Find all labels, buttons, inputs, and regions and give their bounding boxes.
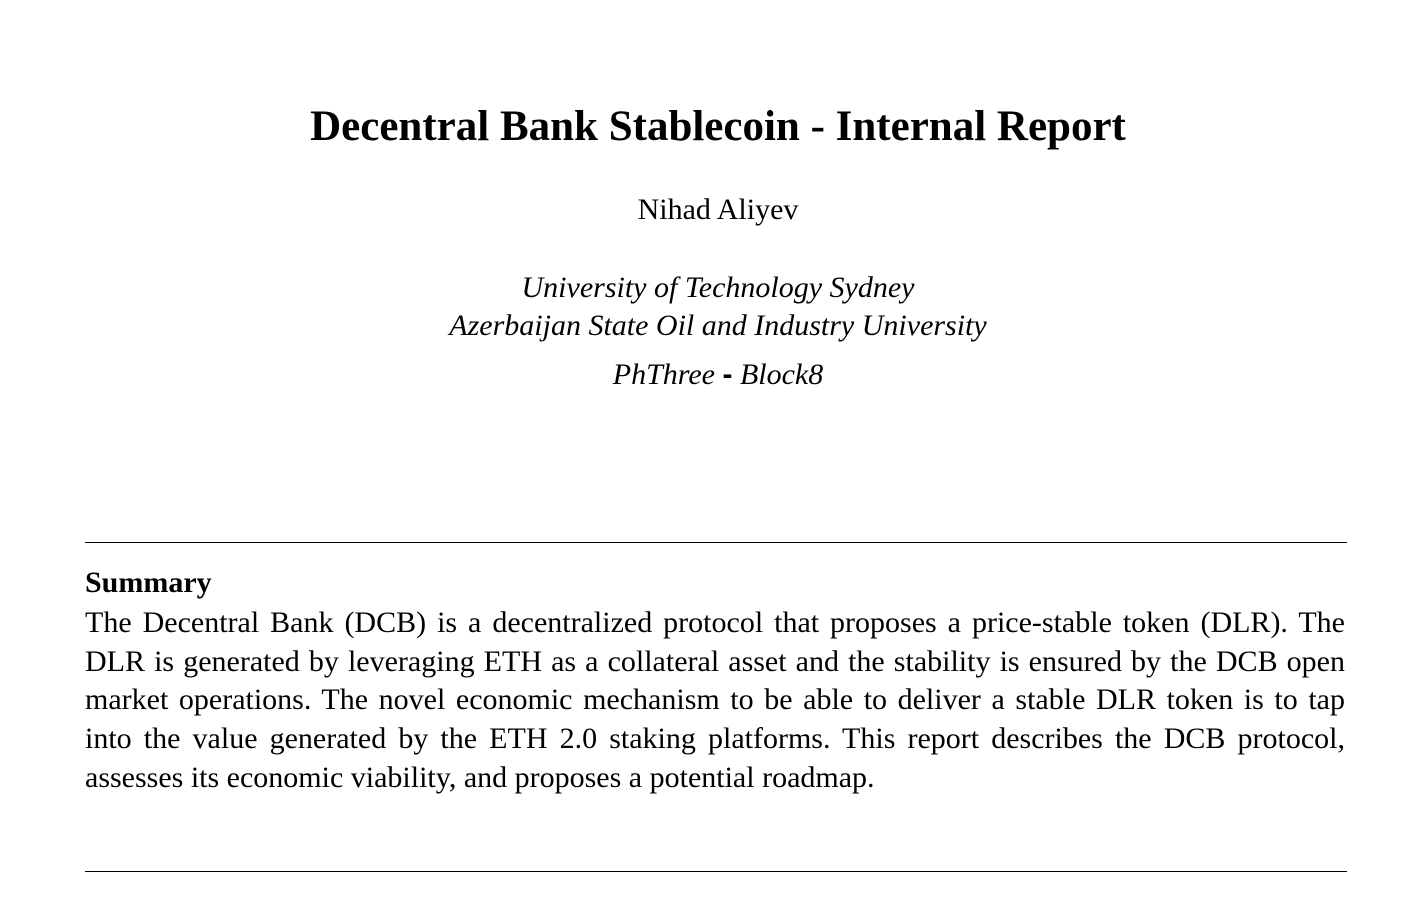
top-divider — [85, 542, 1347, 543]
paper-title: Decentral Bank Stablecoin - Internal Report — [310, 103, 1126, 150]
summary-text: The Decentral Bank (DCB) is a decentralized protocol that proposes a price-stable token (DLR). The DLR is generated by leveraging ETH as a collateral asset and the stability is ensured by the DCB open market operations. The novel economic mechanism to be able to deliver a stable DLR token is to tap into the value generated by the ETH 2.0 staking platforms. This report describes the DCB protocol, assesses its economic viability, and proposes a potential roadmap. — [85, 606, 1345, 794]
affiliation-2: Azerbaijan State Oil and Industry University — [449, 309, 987, 342]
organization-separator: - — [722, 358, 733, 391]
organization-left: PhThree — [612, 358, 715, 391]
affiliation-1: University of Technology Sydney — [521, 271, 915, 304]
author-name: Nihad Aliyev — [637, 193, 799, 226]
organization-right: Block8 — [739, 358, 824, 391]
organization-line — [0, 356, 1422, 394]
affiliations-block — [0, 269, 1422, 394]
summary-heading: Summary — [85, 566, 212, 599]
bottom-divider — [85, 871, 1347, 872]
